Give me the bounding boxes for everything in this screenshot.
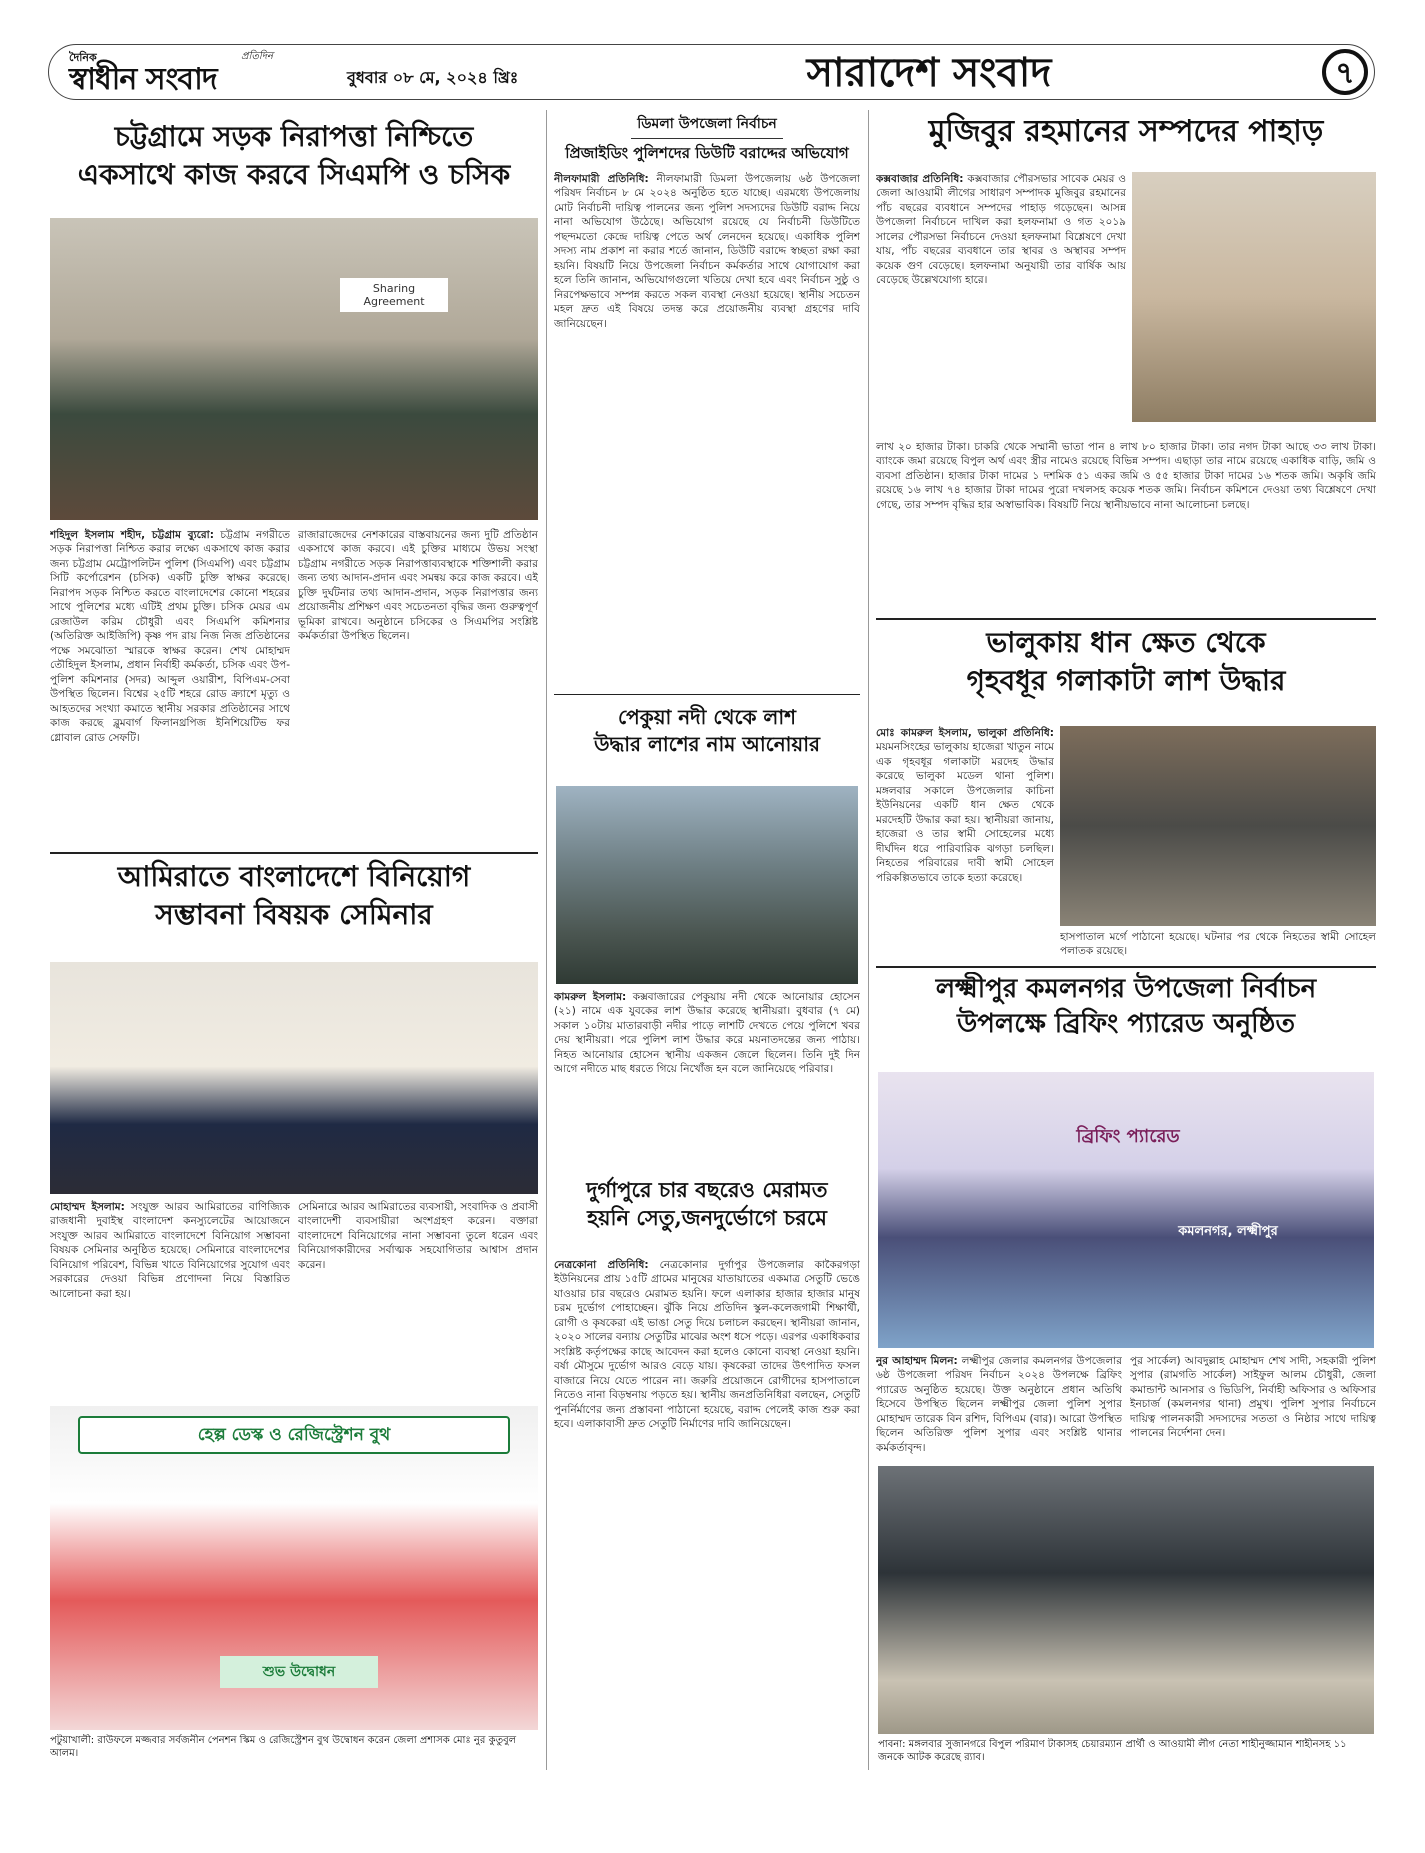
mujibur-body-column-2: [876, 440, 1376, 610]
lakshmipur-headline-line-1: লক্ষ্মীপুর কমলনগর উপজেলা নির্বাচন: [935, 974, 1317, 1004]
helpdesk-banner-text: হেল্প ডেস্ক ও রেজিস্ট্রেশন বুথ: [78, 1416, 510, 1454]
page-number: ৭: [1322, 49, 1368, 95]
ctg-agreement-photo[interactable]: [50, 218, 538, 520]
lakshmipur-headline[interactable]: [876, 972, 1376, 1064]
bhaluka-body: [876, 726, 1054, 960]
divider: [554, 694, 860, 695]
column-divider: [868, 110, 869, 1770]
dimla-body-text: নীলফামারী ডিমলা উপজেলায় ৬ষ্ঠ উপজেলা পরিষদ নির্বাচন ৮ মে ২০২৪ অনুষ্ঠিত হতে যাচ্ছে। এরমধ্যে উপজেলায় মোট নির্বাচনী দায়িত্ব পালনের জন্য পুলিশ সদস্যদের ডিউটি বরাদ্দ নিয়ে নানা অভিযোগ উঠেছে। অভিযোগ রয়েছে যে নির্বাচনী ডিউটিতে পছন্দমতো কেন্দ্রে দায়িত্ব পেতে অর্থ লেনদেন হয়েছে। একাধিক পুলিশ সদস্য নাম প্রকাশ না করার শর্তে জানান, ডিউটি বরাদ্দে স্বচ্ছতা রক্ষা করা হয়নি। বিষয়টি নিয়ে উপজেলা নির্বাচন কর্মকর্তার সাথে যোগাযোগ করা হলে তিনি জানান, অভিযোগগুলো খতিয়ে দেখা হবে এবং নির্বাচন সুষ্ঠু ও নিরপেক্ষভাবে সম্পন্ন করতে সকল ব্যবস্থা নেওয়া হয়েছে। স্থানীয় সচেতন মহল দ্রুত এই বিষয়ে তদন্ত করে প্রয়োজনীয় ব্যবস্থা গ্রহণের দাবি জানিয়েছেন।: [554, 173, 860, 330]
bhaluka-headline-line-2: গৃহবধূর গলাকাটা লাশ উদ্ধার: [966, 663, 1286, 697]
divider: [876, 966, 1376, 968]
lakshmipur-briefing-photo[interactable]: [878, 1072, 1374, 1348]
dimla-body: [554, 172, 860, 684]
emirates-body-text-2: সেমিনারে আরব আমিরাতের ব্যবসায়ী, সংবাদিক ও প্রবাসী বাংলাদেশী ব্যবসায়ীরা অংশগ্রহণ করেন। বক্তারা বাংলাদেশে বিনিয়োগের নানা সম্ভাবনা তুলে ধরেন এবং বিনিয়োগকারীদের সর্বাত্মক সহযোগিতার আশ্বাস প্রদান করেন।: [298, 1201, 538, 1271]
pekua-byline: কামরুল ইসলাম:: [554, 991, 627, 1003]
bhaluka-byline: মোঃ কামরুল ইসলাম, ভালুকা প্রতিনিধি:: [876, 727, 1054, 739]
lakshmipur-body-column-1: [876, 1354, 1122, 1458]
bhaluka-body-text: ময়মনসিংহের ভালুকায় হাজেরা খাতুন নামে এক গৃহবধূর গলাকাটা মরদেহ উদ্ধার করেছে ভালুকা মডেল থানা পুলিশ। মঙ্গলবার সকালে উপজেলার কাচিনা ইউনিয়নের একটি ধান ক্ষেত থেকে মরদেহটি উদ্ধার করা হয়। স্থানীয়রা জানায়, হাজেরা ও তার স্বামী সোহেলের মধ্যে দীর্ঘদিন ধরে পারিবারিক ঝগড়া চলছিল। নিহতের পরিবারের দাবী স্বামী সোহেল পরিকল্পিতভাবে তাকে হত্যা করেছে।: [876, 741, 1054, 884]
pabna-caption: পাবনা: মঙ্গলবার সুজানগরে বিপুল পরিমাণ টাকাসহ চেয়ারম্যান প্রার্থী ও আওয়ামী লীগ নেতা শাহীনুজ্জামান শাহীনসহ ১১ জনকে আটক করেছে র‍্যাব।: [878, 1739, 1347, 1763]
dimla-kicker: ডিমলা উপজেলা নির্বাচন: [631, 112, 783, 139]
publication-date: বুধবার ০৮ মে, ২০২৪ খ্রিঃ: [347, 68, 519, 87]
helpdesk-photo[interactable]: [50, 1406, 538, 1730]
ctg-body-text-1: চট্টগ্রাম নগরীতে সড়ক নিরাপত্তা নিশ্চিত করার লক্ষ্যে একসাথে কাজ করার জন্য চট্টগ্রাম মেট্রোপলিটন পুলিশ (সিএমপি) এবং চট্টগ্রাম সিটি কর্পোরেশন (চসিক) একটি চুক্তি স্বাক্ষর করেছে। নিরাপদ সড়ক নিশ্চিত করতে বাংলাদেশের কোনো শহরের সাথে পুলিশের মধ্যে এটিই প্রথম চুক্তি। চসিক মেয়র এম রেজাউল করিম চৌধুরী এবং সিএমপি কমিশনার (অতিরিক্ত আইজিপি) কৃষ্ণ পদ রায় নিজ নিজ প্রতিষ্ঠানের পক্ষে সমঝোতা স্মারকে স্বাক্ষর করেন। শেখ মোহাম্মদ তৌহিদুল ইসলাম, প্রধান নির্বাহী কর্মকর্তা, চসিক এবং উপ-পুলিশ কমিশনার (সদর) আব্দুল ওয়ারীশ, বিপিএম-সেবা উপস্থিত ছিলেন। বিশ্বের ২৫টি শহরে রোড ক্র্যাশে মৃত্যু ও আহতদের সংখ্যা কমাতে স্থানীয় সরকার প্রতিষ্ঠানের সাথে কাজ করছে ব্লুমবার্গ ফিলানথ্রপিজ ইনিশিয়েটিভ ফর গ্লোবাল রোড সেফটি।: [50, 529, 290, 744]
lakshmipur-body-text-1: লক্ষ্মীপুর জেলার কমলনগর উপজেলার ৬ষ্ঠ উপজেলা পরিষদ নির্বাচন ২০২৪ উপলক্ষে ব্রিফিং প্যারেড অনুষ্ঠিত হয়েছে। উক্ত অনুষ্ঠানে প্রধান অতিথি হিসেবে উপস্থিত ছিলেন লক্ষ্মীপুর জেলা পুলিশ সুপার মোহাম্মদ তারেক বিন রশিদ, বিপিএম (বার)। আরো উপস্থিত ছিলেন অতিরিক্ত পুলিশ সুপার এবং সংশ্লিষ্ট থানার কর্মকর্তাবৃন্দ।: [876, 1355, 1122, 1454]
durgapur-byline: নেত্রকোনা প্রতিনিধি:: [554, 1259, 649, 1271]
dimla-headline: প্রিজাইডিং পুলিশদের ডিউটি বরাদ্দের অভিযোগ: [565, 144, 849, 162]
emirates-headline[interactable]: [48, 858, 540, 954]
pekua-river-photo[interactable]: [556, 786, 858, 984]
ctg-body-column-2: [298, 528, 538, 846]
pekua-body: [554, 990, 860, 1168]
emirates-body-text-1: সংযুক্ত আরব আমিরাতের বাণিজ্যিক রাজধানী দুবাইস্থ বাংলাদেশ কনস্যুলেটের আয়োজনে সংযুক্ত আরব আমিরাতে বাংলাদেশে বিনিয়োগ সম্ভাবনা বিষয়ক সেমিনার অনুষ্ঠিত হয়েছে। সেমিনারে বাংলাদেশের বিনিয়োগ পরিবেশ, বিভিন্ন খাতে বিনিয়োগের সুযোগ এবং সরকারের দেওয়া বিভিন্ন প্রণোদনা নিয়ে বিস্তারিত আলোচনা করা হয়।: [50, 1201, 290, 1300]
dimla-byline: নীলফামারী প্রতিনিধি:: [554, 173, 649, 185]
emirates-body-column-2: [298, 1200, 538, 1396]
lakshmipur-body-column-2: [1130, 1354, 1376, 1458]
mujibur-portrait-photo[interactable]: [1132, 172, 1376, 422]
bhaluka-body-text-2: হাসপাতাল মর্গে পাঠানো হয়েছে। ঘটনার পর থেকে নিহতের স্বামী সোহেল পলাতক রয়েছে।: [1060, 931, 1376, 958]
lakshmipur-headline-line-2: উপলক্ষে ব্রিফিং প্যারেড অনুষ্ঠিত: [956, 1009, 1296, 1040]
pekua-headline[interactable]: [554, 704, 860, 776]
paper-tagline: প্রতিদিন: [241, 51, 273, 62]
mujibur-body-text-2: লাখ ২০ হাজার টাকা। চাকরি থেকে সম্মানী ভাতা পান ৪ লাখ ৮০ হাজার টাকা। তার নগদ টাকা আছে ৩৩ লাখ টাকা। ব্যাংকে জমা রয়েছে বিপুল অর্থ এবং স্ত্রীর নামেও রয়েছে বিভিন্ন সম্পদ। এছাড়া তার নামে রয়েছে একাধিক বাড়ি, জমি ও ব্যবসা প্রতিষ্ঠান।: [876, 441, 1376, 482]
ctg-byline: শহিদুল ইসলাম শহীদ, চট্টগ্রাম ব্যুরো:: [50, 529, 214, 541]
durgapur-headline-line-2: হয়নি সেতু,জনদুর্ভোগে চরমে: [587, 1205, 827, 1231]
daily-label: দৈনিক: [69, 51, 97, 64]
mujibur-body-column-1: [876, 172, 1126, 440]
pekua-body-text: কক্সবাজারের পেকুয়ায় নদী থেকে আনোয়ার হোসেন (২১) নামে এক যুবকের লাশ উদ্ধার করেছে স্থানীয়রা। বুধবার (৭ মে) সকাল ১০টায় মাতারবাড়ী নদীর পাড়ে লাশটি দেখতে পেয়ে পুলিশে খবর দেয় স্থানীয়রা। পরে পুলিশ লাশ উদ্ধার করে ময়নাতদন্তের জন্য পাঠায়। নিহত আনোয়ার হোসেন স্থানীয় একজন জেলে ছিলেন। তিনি দুই দিন আগে নদীতে মাছ ধরতে গিয়ে নিখোঁজ হন বলে জানিয়েছে পরিবার।: [554, 991, 860, 1076]
ctg-headline-line-2: একসাথে কাজ করবে সিএমপি ও চসিক: [77, 157, 511, 191]
ctg-body-text-2: রাজারাজেদের নেশকারের বাস্তবায়নের জন্য দুটি প্রতিষ্ঠান একসাথে কাজ করবে। এই চুক্তির মাধ্যমে উভয় সংস্থা চট্টগ্রাম নগরীতে সড়ক নিরাপত্তাব্যবস্থাকে শক্তিশালী করার জন্য তথ্য আদান-প্রদান এবং সমন্বয় করে কাজ করবে। এই চুক্তি দুর্ঘটনার তথ্য আদান-প্রদান, সড়ক নিরাপত্তার জন্য প্রয়োজনীয় প্রশিক্ষণ এবং সচেতনতা বৃদ্ধির জন্য গুরুত্বপূর্ণ ভূমিকা রাখবে। অনুষ্ঠানে চসিকের ও সিএমপির সংশ্লিষ্ট কর্মকর্তারা উপস্থিত ছিলেন।: [298, 529, 538, 643]
bhaluka-photo[interactable]: [1060, 726, 1376, 926]
ctg-headline[interactable]: [48, 118, 540, 214]
ctg-body-column-1: [50, 528, 290, 846]
durgapur-body-text: নেত্রকোনার দুর্গাপুর উপজেলার কাকৈরগড়া ইউনিয়নের প্রায় ১৫টি গ্রামের মানুষের যাতায়াতের একমাত্র সেতুটি ভেঙে যাওয়ার চার বছরেও মেরামত হয়নি। ফলে এলাকার হাজার হাজার মানুষ চরম দুর্ভোগ পোহাচ্ছেন। ঝুঁকি নিয়ে প্রতিদিন স্কুল-কলেজগামী শিক্ষার্থী, রোগী ও কৃষকেরা এই ভাঙা সেতু দিয়ে চলাচল করছেন। স্থানীয়রা জানান, ২০২০ সালের বন্যায় সেতুটির মাঝের অংশ ধসে পড়ে। এরপর একাধিকবার সংশ্লিষ্ট কর্তৃপক্ষের কাছে আবেদন করা হলেও কোনো ব্যবস্থা নেওয়া হয়নি। বর্ষা মৌসুমে দুর্ভোগ আরও বেড়ে যায়। কৃষকেরা তাদের উৎপাদিত ফসল বাজারে নিয়ে যেতে পারেন না। জরুরি প্রয়োজনে রোগীদের হাসপাতালে নিতেও নানা বিড়ম্বনায় পড়তে হয়। স্থানীয় জনপ্রতিনিধিরা বলছেন, সেতুটি পুনর্নির্মাণের জন্য প্রস্তাবনা পাঠানো হয়েছে, বরাদ্দ পেলেই কাজ শুরু করা হবে। এলাকাবাসী দ্রুত সেতুটি নির্মাণের দাবি জানিয়েছেন।: [554, 1259, 860, 1431]
emirates-body-column-1: [50, 1200, 290, 1396]
divider: [50, 852, 538, 854]
durgapur-body: [554, 1258, 860, 1764]
bhaluka-body-continued: [1060, 930, 1376, 960]
column-divider: [546, 110, 547, 1770]
dimla-header[interactable]: [554, 112, 860, 168]
pekua-headline-line-1: পেকুয়া নদী থেকে লাশ: [618, 705, 796, 729]
masthead: [48, 44, 1375, 100]
divider: [876, 618, 1376, 620]
mujibur-byline: কক্সবাজার প্রতিনিধি:: [876, 173, 964, 185]
pekua-headline-line-2: উদ্ধার লাশের নাম আনোয়ার: [593, 732, 821, 756]
helpdesk-opening-sign: শুভ উদ্বোধন: [220, 1656, 378, 1688]
mujibur-body-text-3: হাজার টাকা দামের ১ দশমিক ৫১ একর জমি ও ৫৫ হাজার টাকা দামের ১৬ শতক জমি। অকৃষি জমি রয়েছে ১৬ লাখ ৭৪ হাজার টাকা দামের পুরো দখলসহ কয়েক শতক জমি। নির্বাচন কমিশনে দেওয়া তথ্য বিশ্লেষণে দেখা গেছে, তার সম্পদ বৃদ্ধির হার অস্বাভাবিক। বিষয়টি নিয়ে স্থানীয়ভাবে নানা আলোচনা চলছে।: [876, 469, 1376, 511]
emirates-seminar-photo[interactable]: [50, 962, 538, 1194]
helpdesk-caption: পটুয়াখালী: রাউফলে মজ্জবার সর্বজনীন পেনশন স্কিম ও রেজিস্ট্রেশন বুথ উদ্বোধন করেন জেলা প্রশাসক মোঃ নুর কুতুবুল আলম।: [50, 1735, 517, 1759]
durgapur-headline[interactable]: [554, 1176, 860, 1252]
lakshmipur-photo-banner-sub: কমলনগর, লক্ষ্মীপুর: [1178, 1224, 1278, 1239]
ctg-photo-agreement-banner: Sharing Agreement: [340, 278, 448, 312]
mujibur-headline[interactable]: মুজিবুর রহমানের সম্পদের পাহাড়: [928, 114, 1324, 149]
paper-name-logo[interactable]: স্বাধীন সংবাদ: [69, 62, 217, 97]
section-title: সারাদেশ সংবাদ: [806, 49, 1052, 96]
mujibur-body-text-1: কক্সবাজার পৌরসভার সাবেক মেয়র ও জেলা আওয়ামী লীগের সাধারণ সম্পাদক মুজিবুর রহমানের পাঁচ বছরের ব্যবধানে সম্পদের পাহাড় গড়েছেন। আসন্ন উপজেলা নির্বাচনে দাখিল করা হলফনামা ও গত ২০১৯ সালের পৌরসভা নির্বাচনে দেওয়া হলফনামা বিশ্লেষণে দেখা যায়, পাঁচ বছরের ব্যবধানে তার স্থাবর ও অস্থাবর সম্পদ কয়েক গুণ বেড়েছে। হলফনামা অনুযায়ী তার বার্ষিক আয় বেড়েছে উল্লেখযোগ্য হারে।: [876, 173, 1126, 287]
bhaluka-headline-line-1: ভালুকায় ধান ক্ষেত থেকে: [986, 626, 1266, 659]
durgapur-headline-line-1: দুর্গাপুরে চার বছরেও মেরামত: [586, 1177, 828, 1202]
lakshmipur-body-text-2: পুর সার্কেল) আবদুল্লাহ মোহাম্মদ শেখ সাদী, সহকারী পুলিশ সুপার (রামগতি সার্কেল) সাইফুল আলম চৌধুরী, জেলা কমান্ডান্ট আনসার ও ভিডিপি, নির্বাহী অফিসার ও অফিসার ইনচার্জ (কমলনগর থানা) প্রমুখ। পুলিশ সুপার নির্বাচনে দায়িত্ব পালনকারী সদস্যদের সততা ও নিষ্ঠার সাথে দায়িত্ব পালনের নির্দেশনা দেন।: [1130, 1355, 1376, 1440]
emirates-headline-line-1: আমিরাতে বাংলাদেশে বিনিয়োগ: [117, 860, 471, 893]
ctg-headline-line-1: চট্টগ্রামে সড়ক নিরাপত্তা নিশ্চিতে: [114, 120, 474, 153]
lakshmipur-photo-banner: ব্রিফিং প্যারেড: [1076, 1126, 1180, 1147]
emirates-headline-line-2: সম্ভাবনা বিষয়ক সেমিনার: [155, 897, 433, 931]
bhaluka-headline[interactable]: [876, 624, 1376, 720]
lakshmipur-byline: নুর আহাম্মদ মিলন:: [876, 1355, 958, 1367]
pabna-rab-photo[interactable]: [878, 1466, 1374, 1734]
emirates-byline: মোহাম্মদ ইসলাম:: [50, 1201, 125, 1213]
